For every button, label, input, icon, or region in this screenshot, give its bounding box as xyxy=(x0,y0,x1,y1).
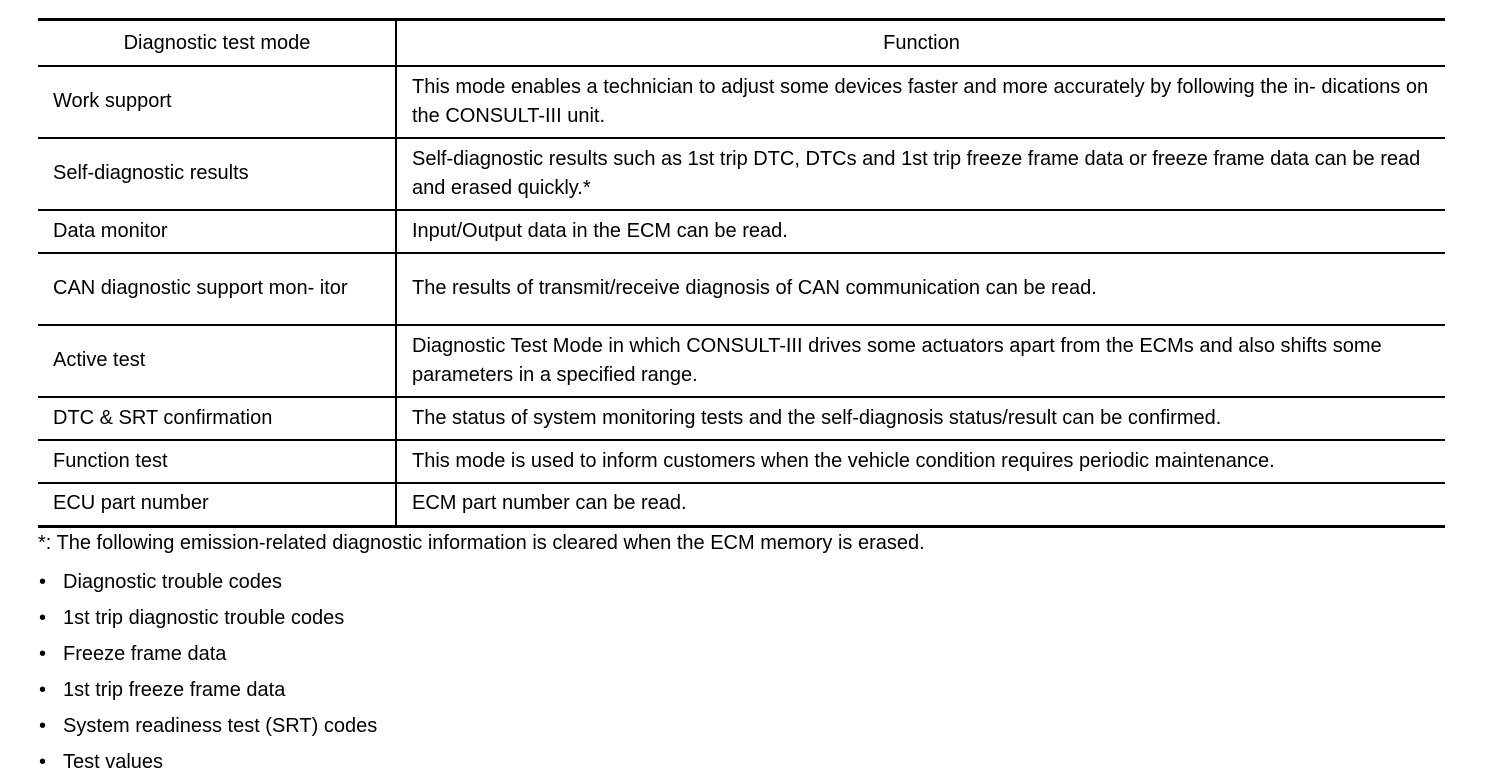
diagnostic-mode-table-container xyxy=(38,18,1445,528)
bullet-icon: • xyxy=(39,679,47,701)
function-cell: Input/Output data in the ECM can be read. xyxy=(396,210,1445,253)
bullet-icon: • xyxy=(39,607,47,629)
footnote-text: *: The following emission-related diagnostic information is cleared when the ECM memory is erased. xyxy=(38,532,925,554)
mode-cell: CAN diagnostic support mon- itor xyxy=(38,253,396,325)
bullet-icon: • xyxy=(39,643,47,665)
list-item xyxy=(38,600,1458,636)
function-cell: ECM part number can be read. xyxy=(412,492,687,515)
mode-cell: ECU part number xyxy=(38,483,396,526)
header-function: Function xyxy=(396,20,1445,67)
table-row xyxy=(38,397,1445,440)
list-item-text: System readiness test (SRT) codes xyxy=(63,715,378,737)
list-item-text: 1st trip freeze frame data xyxy=(63,679,286,701)
function-cell: Self-diagnostic results such as 1st trip DTC, DTCs and 1st trip freeze frame data or freeze frame data can be read and erased quickly.* xyxy=(396,138,1445,210)
list-item xyxy=(38,744,1458,780)
mode-cell: Work support xyxy=(38,66,396,138)
notes-section xyxy=(38,528,1458,780)
list-item xyxy=(38,564,1458,600)
list-item-text: Freeze frame data xyxy=(63,643,227,665)
function-cell: This mode is used to inform customers when the vehicle condition requires periodic maintenance. xyxy=(396,440,1445,483)
mode-cell: Self-diagnostic results xyxy=(38,138,396,210)
list-item-text: Diagnostic trouble codes xyxy=(63,571,283,593)
list-item xyxy=(38,708,1458,744)
header-diagnostic-test-mode: Diagnostic test mode xyxy=(38,20,396,67)
mode-cell: Active test xyxy=(38,325,396,397)
function-cell: The status of system monitoring tests and the self-diagnosis status/result can be confirmed. xyxy=(396,397,1445,440)
diagnostic-mode-table xyxy=(38,18,1445,528)
table-row xyxy=(38,138,1445,210)
table-header-row xyxy=(38,20,1445,67)
list-item-text: 1st trip diagnostic trouble codes xyxy=(63,607,345,629)
cleared-info-list xyxy=(38,564,1458,780)
list-item xyxy=(38,672,1458,708)
table-row xyxy=(38,210,1445,253)
table-row xyxy=(38,483,1445,526)
table-row xyxy=(38,325,1445,397)
table-row xyxy=(38,440,1445,483)
function-cell: This mode enables a technician to adjust some devices faster and more accurately by following the in- dications on the CONSULT-III unit. xyxy=(396,66,1445,138)
table-row xyxy=(38,66,1445,138)
table-row xyxy=(38,253,1445,325)
bullet-icon: • xyxy=(39,715,47,737)
bullet-icon: • xyxy=(39,751,47,773)
list-item-text: Test values xyxy=(63,751,164,773)
mode-cell: Function test xyxy=(38,440,396,483)
function-cell: Diagnostic Test Mode in which CONSULT-III drives some actuators apart from the ECMs and also shifts some parameters in a specified range. xyxy=(396,325,1445,397)
mode-cell: DTC & SRT confirmation xyxy=(38,397,396,440)
function-cell: The results of transmit/receive diagnosis of CAN communication can be read. xyxy=(396,253,1445,325)
bullet-icon: • xyxy=(39,571,47,593)
mode-cell: Data monitor xyxy=(38,210,396,253)
list-item xyxy=(38,636,1458,672)
